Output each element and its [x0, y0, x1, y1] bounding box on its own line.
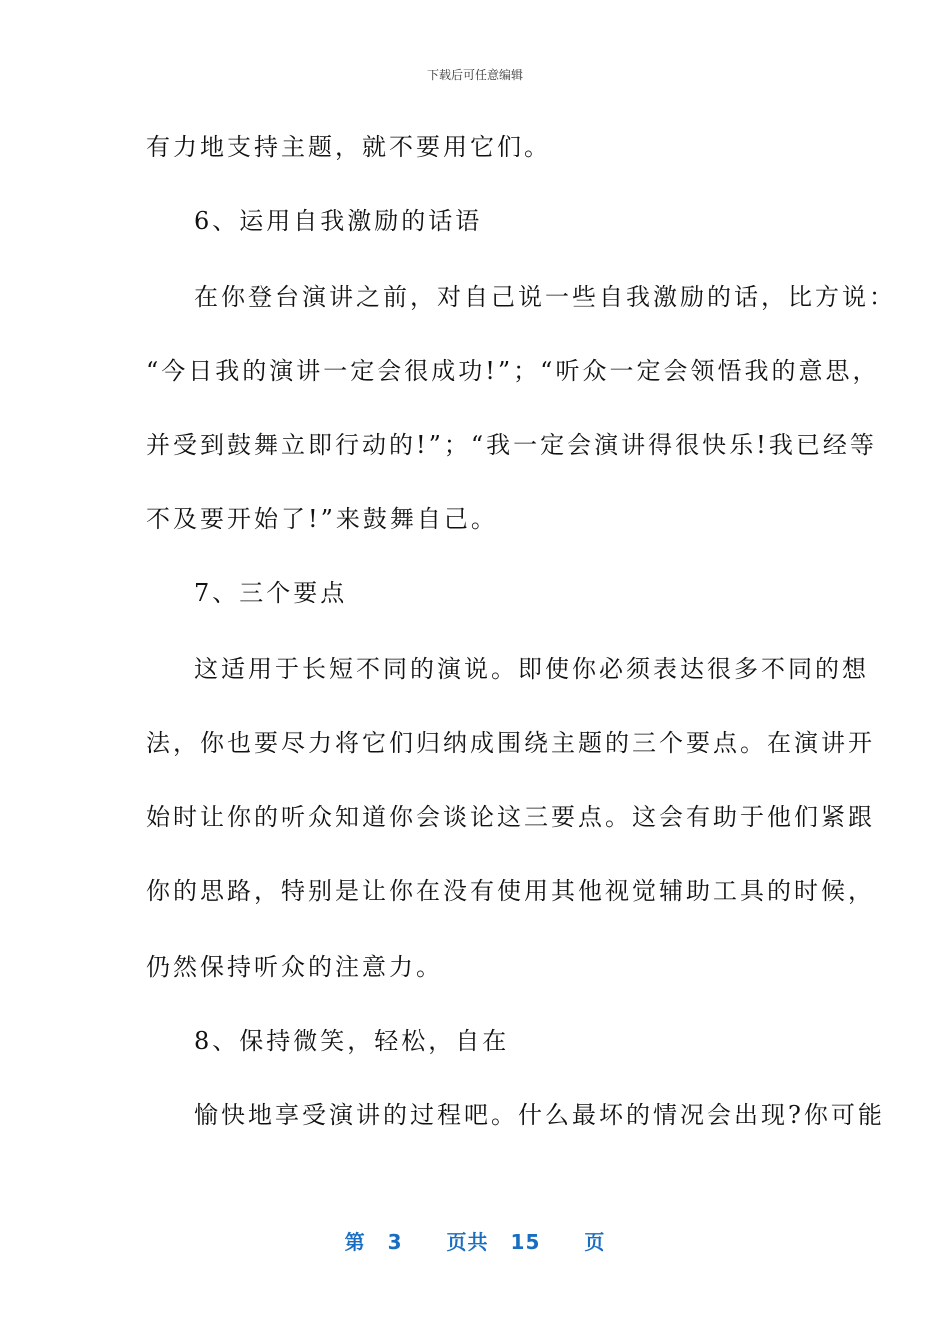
body-line: “今日我的演讲一定会很成功!”；“听众一定会领悟我的意思， — [146, 357, 880, 385]
body-line: 有力地支持主题，就不要用它们。 — [146, 133, 551, 161]
body-line: 仍然保持听众的注意力。 — [146, 953, 443, 981]
body-line: 并受到鼓舞立即行动的!”；“我一定会演讲得很快乐!我已经等 — [146, 431, 877, 459]
body-line: 始时让你的听众知道你会谈论这三要点。这会有助于他们紧跟 — [146, 803, 875, 831]
current-page: 3 — [387, 1230, 403, 1254]
body-line: 你的思路，特别是让你在没有使用其他视觉辅助工具的时候， — [146, 877, 875, 905]
page-mid: 页共 — [446, 1230, 489, 1254]
header-note: 下载后可任意编辑 — [426, 68, 523, 82]
page-prefix: 第 — [344, 1230, 366, 1254]
section-heading: 8、保持微笑，轻松，自在 — [194, 1027, 510, 1055]
page-suffix: 页 — [584, 1230, 606, 1254]
section-heading: 7、三个要点 — [194, 579, 348, 607]
body-line: 愉快地享受演讲的过程吧。什么最坏的情况会出现?你可能 — [194, 1101, 885, 1129]
body-line: 在你登台演讲之前，对自己说一些自我激励的话，比方说： — [194, 283, 896, 311]
body-line: 这适用于长短不同的演说。即使你必须表达很多不同的想 — [194, 655, 869, 683]
page-number-footer — [0, 1226, 950, 1255]
body-line: 不及要开始了!”来鼓舞自己。 — [146, 505, 498, 533]
total-pages: 15 — [510, 1230, 541, 1254]
body-line: 法，你也要尽力将它们归纳成围绕主题的三个要点。在演讲开 — [146, 729, 875, 757]
section-heading: 6、运用自我激励的话语 — [194, 207, 483, 235]
